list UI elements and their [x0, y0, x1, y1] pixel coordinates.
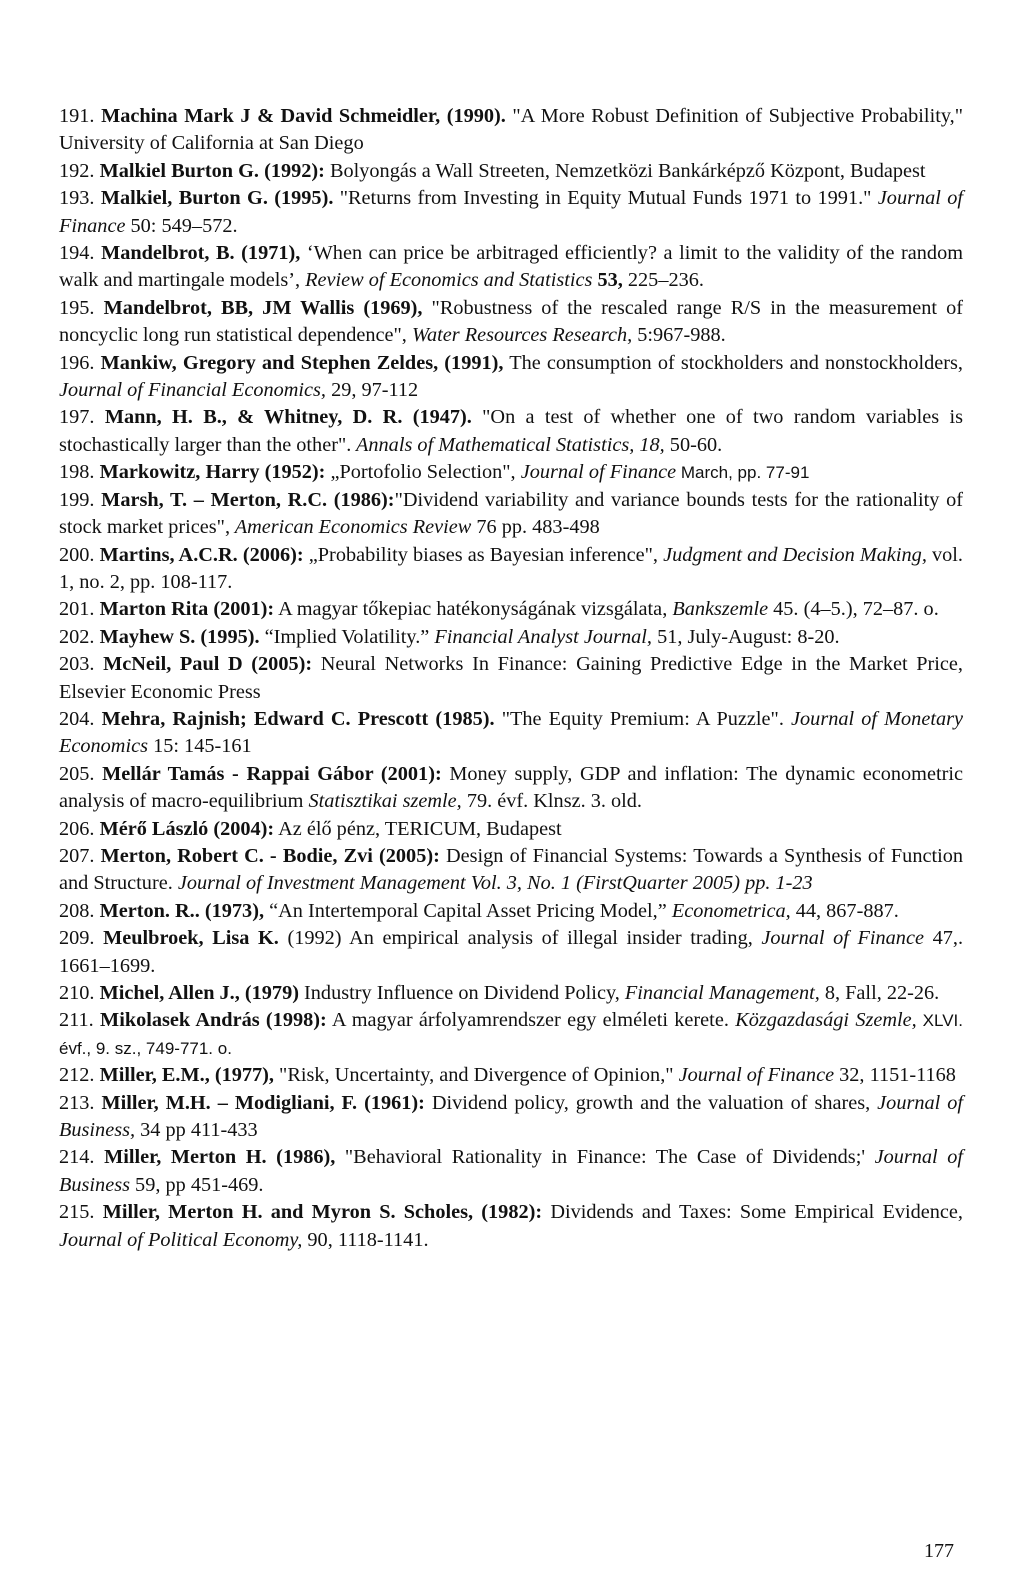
reference-item	[59, 487, 963, 542]
reference-number: 213.	[59, 1091, 102, 1114]
reference-title: Industry Influence on Dividend Policy,	[298, 982, 620, 1004]
reference-number: 199.	[59, 488, 102, 511]
reference-title: Dividends and Taxes: Some Empirical Evidence,	[542, 1201, 963, 1224]
reference-journal: American Economics Review	[230, 516, 472, 539]
reference-number: 207.	[59, 844, 101, 867]
reference-item	[59, 185, 963, 240]
reference-journal: Közgazdasági Szemle,	[728, 1009, 917, 1032]
reference-item	[59, 240, 963, 295]
reference-authors: Marton Rita (2001):	[99, 598, 275, 621]
reference-details: XLVI. évf., 9. sz., 749-771. o.	[59, 1011, 963, 1058]
reference-authors: Michel, Allen J., (1979)	[99, 982, 299, 1004]
reference-journal: Journal of Political Economy,	[59, 1228, 303, 1251]
reference-authors: Mankiw, Gregory and Stephen Zeldes, (1991),	[100, 351, 504, 374]
reference-authors: Miller, M.H. – Modigliani, F. (1961):	[101, 1091, 425, 1114]
reference-journal: Journal of Finance	[59, 187, 964, 237]
reference-authors: Machina Mark J & David Schmeidler, (1990).	[101, 105, 506, 127]
reference-details: 59, pp 451-469.	[129, 1173, 264, 1196]
reference-number: 208.	[59, 899, 100, 922]
reference-title: "On a test of whether one of two random variables is stochastically larger than the other".	[59, 406, 963, 456]
reference-authors: Mayhew S. (1995).	[99, 625, 260, 648]
reference-journal: Financial Analyst Journal,	[429, 625, 652, 648]
reference-number: 215.	[59, 1201, 103, 1224]
reference-title: Az élő pénz, TERICUM, Budapest	[274, 817, 562, 840]
reference-number: 192.	[59, 159, 100, 182]
reference-volume: 53,	[592, 269, 623, 292]
reference-authors: Mikolasek András (1998):	[100, 1009, 327, 1032]
reference-number: 198.	[59, 461, 100, 484]
reference-item	[59, 1062, 963, 1089]
reference-details: 90, 1118-1141.	[302, 1228, 429, 1251]
reference-authors: Merton, Robert C. - Bodie, Zvi (2005):	[100, 844, 440, 867]
reference-item	[59, 1144, 963, 1199]
reference-number: 209.	[59, 927, 104, 950]
reference-title: "Risk, Uncertainty, and Divergence of Opinion,"	[273, 1064, 674, 1087]
reference-details: 34 pp 411-433	[135, 1119, 258, 1142]
reference-item	[59, 542, 963, 597]
reference-number: 211.	[59, 1009, 101, 1032]
reference-authors: Mandelbrot, BB, JM Wallis (1969),	[103, 296, 423, 319]
reference-journal: Journal of Finance	[673, 1064, 835, 1087]
reference-number: 195.	[59, 296, 104, 319]
reference-item	[59, 459, 963, 486]
reference-item	[59, 295, 963, 350]
reference-journal: Annals of Mathematical Statistics, 18,	[351, 433, 665, 456]
reference-title: “Implied Volatility.”	[259, 625, 430, 648]
reference-number: 200.	[59, 543, 100, 566]
reference-authors: Miller, Merton H. (1986),	[104, 1146, 336, 1169]
reference-number: 212.	[59, 1064, 100, 1087]
reference-item	[59, 706, 963, 761]
reference-title: "A More Robust Definition of Subjective Probability," University of California at San Diego	[59, 105, 964, 155]
reference-number: 206.	[59, 817, 100, 840]
reference-number: 204.	[59, 707, 102, 730]
reference-authors: Merton. R.. (1973),	[99, 899, 265, 922]
reference-title: "Dividend variability and variance bounds tests for the rationality of stock market prices",	[59, 488, 964, 539]
reference-details: 29, 97-112	[326, 379, 419, 402]
reference-title: "The Equity Premium: A Puzzle".	[494, 707, 784, 730]
reference-number: 193.	[59, 187, 101, 210]
reference-number: 196.	[59, 351, 101, 374]
reference-authors: Mérő László (2004):	[99, 817, 275, 840]
reference-title: Bolyongás a Wall Streeten, Nemzetközi Bankárképző Központ, Budapest	[324, 159, 926, 182]
reference-item	[59, 1199, 963, 1254]
reference-title: ‘When can price be arbitraged efficiently? a limit to the validity of the random walk and martingale models’,	[59, 242, 963, 292]
reference-details: 32, 1151-1168	[834, 1064, 956, 1087]
reference-authors: McNeil, Paul D (2005):	[103, 653, 313, 676]
reference-title: Dividend policy, growth and the valuation of shares,	[424, 1091, 871, 1114]
reference-journal: Journal of Financial Economics,	[59, 379, 326, 402]
reference-details: 5:967-988.	[632, 324, 726, 347]
reference-number: 197.	[59, 406, 105, 429]
reference-authors: Mann, H. B., & Whitney, D. R. (1947).	[104, 406, 472, 429]
reference-title: „Portofolio Selection",	[325, 461, 516, 484]
reference-journal: Judgment and Decision Making,	[658, 543, 927, 566]
reference-item	[59, 350, 963, 405]
reference-item	[59, 843, 963, 898]
reference-journal: Econometrica,	[666, 899, 791, 922]
reference-journal: Journal of Investment Management Vol. 3, No. 1 (FirstQuarter 2005) pp. 1-23	[172, 872, 813, 895]
reference-journal: Bankszemle	[667, 598, 769, 621]
reference-number: 210.	[59, 982, 100, 1004]
reference-title: The consumption of stockholders and nonstockholders,	[503, 351, 964, 374]
reference-details: 50-60.	[664, 433, 723, 456]
reference-authors: Meulbroek, Lisa K.	[103, 927, 279, 950]
reference-details: 45. (4–5.), 72–87. o.	[768, 598, 939, 621]
reference-item	[59, 158, 963, 185]
reference-journal: Journal of Monetary Economics	[59, 707, 963, 758]
reference-authors: Miller, E.M., (1977),	[99, 1064, 274, 1087]
reference-details: 50: 549–572.	[125, 214, 238, 237]
reference-item	[59, 761, 963, 816]
reference-item	[59, 980, 963, 1007]
reference-journal: Journal of Finance	[752, 927, 924, 950]
reference-details: 79. évf. Klnsz. 3. old.	[461, 790, 643, 813]
reference-authors: Markowitz, Harry (1952):	[99, 461, 326, 484]
reference-journal: Journal of Business,	[59, 1091, 964, 1142]
reference-list	[59, 103, 963, 1254]
reference-details: 8, Fall, 22-26.	[819, 982, 940, 1004]
reference-title: "Returns from Investing in Equity Mutual Funds 1971 to 1991."	[333, 187, 872, 210]
reference-item	[59, 816, 963, 843]
reference-item	[59, 624, 963, 651]
reference-journal: Financial Management,	[619, 982, 820, 1004]
reference-details: 225–236.	[622, 269, 704, 292]
reference-title: (1992) An empirical analysis of illegal insider trading,	[278, 927, 753, 950]
reference-details: 76 pp. 483-498	[471, 516, 600, 539]
reference-item	[59, 1090, 963, 1145]
reference-authors: Mellár Tamás - Rappai Gábor (2001):	[102, 762, 442, 785]
reference-authors: Miller, Merton H. and Myron S. Scholes, (1982):	[102, 1201, 543, 1224]
reference-title: Design of Financial Systems: Towards a Synthesis of Function and Structure.	[59, 844, 964, 895]
reference-number: 201.	[59, 598, 100, 621]
page-number: 177	[924, 1540, 954, 1562]
reference-authors: Marsh, T. – Merton, R.C. (1986):	[101, 488, 395, 511]
reference-title: „Probability biases as Bayesian inference",	[303, 543, 658, 566]
reference-item	[59, 925, 963, 980]
reference-item	[59, 651, 963, 706]
reference-details: 47,. 1661–1699.	[59, 927, 964, 977]
reference-authors: Mehra, Rajnish; Edward C. Prescott (1985).	[101, 707, 495, 730]
reference-item	[59, 898, 963, 925]
reference-authors: Malkiel, Burton G. (1995).	[100, 187, 334, 210]
reference-details: March, pp. 77-91	[676, 463, 810, 483]
reference-number: 203.	[59, 653, 104, 676]
reference-details: 44, 867-887.	[790, 899, 899, 922]
reference-item	[59, 1007, 963, 1062]
reference-number: 194.	[59, 242, 102, 265]
reference-details: vol. 1, no. 2, pp. 108-117.	[59, 543, 964, 593]
reference-journal: Journal of Business	[59, 1146, 963, 1196]
reference-number: 205.	[59, 762, 103, 785]
reference-title: A magyar tőkepiac hatékonyságának vizsgálata,	[274, 598, 668, 621]
reference-number: 202.	[59, 625, 100, 648]
reference-journal: Statisztikai szemle,	[303, 790, 462, 813]
reference-details: 51, July-August: 8-20.	[652, 625, 840, 648]
reference-number: 191.	[59, 105, 102, 127]
reference-item	[59, 404, 963, 459]
reference-journal: Review of Economics and Statistics	[300, 269, 593, 292]
reference-item	[59, 596, 963, 623]
reference-authors: Mandelbrot, B. (1971),	[101, 242, 301, 265]
reference-title: Money supply, GDP and inflation: The dynamic econometric analysis of macro-equilibrium	[59, 762, 963, 813]
reference-title: A magyar árfolyamrendszer egy elméleti kerete.	[326, 1009, 729, 1032]
reference-authors: Martins, A.C.R. (2006):	[99, 543, 304, 566]
reference-journal: Water Resources Research,	[406, 324, 633, 347]
reference-title: "Behavioral Rationality in Finance: The Case of Dividends;'	[335, 1146, 865, 1169]
reference-authors: Malkiel Burton G. (1992):	[99, 159, 325, 182]
reference-title: Neural Networks In Finance: Gaining Predictive Edge in the Market Price, Elsevier Economic Press	[59, 653, 964, 703]
reference-item	[59, 103, 963, 158]
reference-details: 15: 145-161	[148, 735, 252, 758]
reference-title: “An Intertemporal Capital Asset Pricing Model,”	[264, 899, 667, 922]
reference-title: "Robustness of the rescaled range R/S in the measurement of noncyclic long run statistical dependence",	[59, 296, 963, 347]
reference-number: 214.	[59, 1146, 105, 1169]
reference-journal: Journal of Finance	[515, 461, 677, 484]
